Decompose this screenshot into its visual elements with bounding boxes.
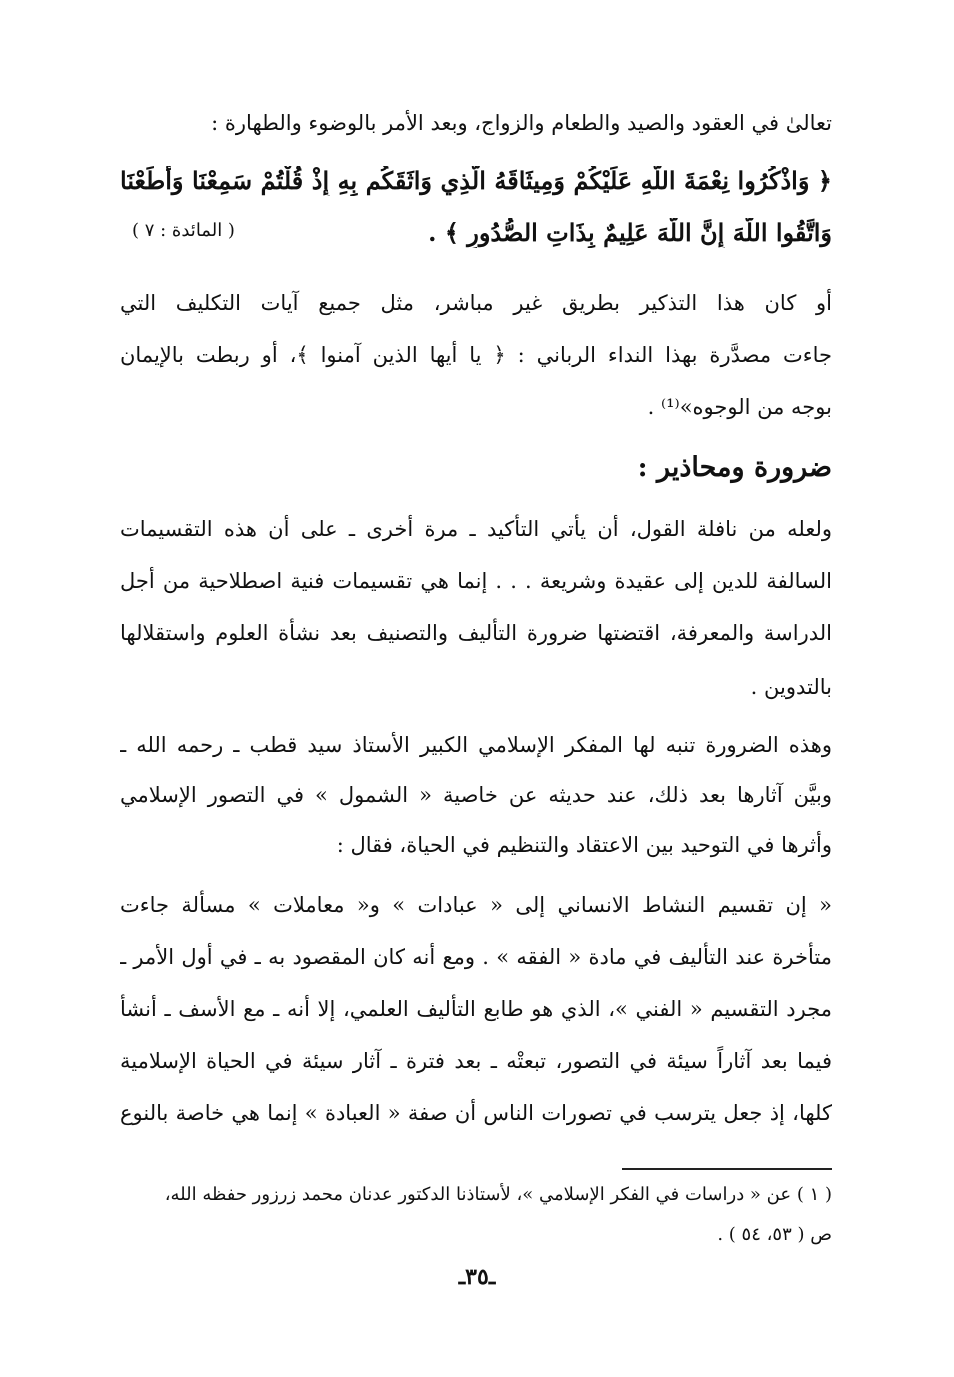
paragraph4-line-2: متأخرة عند التأليف في مادة « الفقه » . ومع أنه كان المقصود به ـ في أول الأمر ـ (120, 945, 832, 969)
verse-line-2: وَاتَّقُوا اللَّهَ إِنَّ اللَّهَ عَلِيمٌ بِذَاتِ الصُّدُورِ ﴾ . (428, 218, 832, 247)
footnote-line-2: ص ( ٥٣، ٥٤ ) . (717, 1224, 832, 1245)
paragraph4-line-5: كلها، إذ جعل يترسب في تصورات الناس أن صفة « العبادة » إنما هي خاصة بالنوع (120, 1101, 832, 1125)
paragraph2-line-2: السالفة للدين إلى عقيدة وشريعة . . . إنما هي تقسيمات فنية اصطلاحية من أجل (120, 569, 832, 593)
page-number: ـ٣٥ـ (458, 1264, 496, 1290)
intro-line: تعالىٰ في العقود والصيد والطعام والزواج، وبعد الأمر بالوضوء والطهارة : (211, 111, 832, 135)
paragraph4-line-4: فيما بعد آثاراً سيئة في التصور، تبعتْه ـ بعد فترة ـ آثار سيئة في الحياة الإسلامية (120, 1049, 832, 1073)
paragraph2-line-3: الدراسة والمعرفة، اقتضتها ضرورة التأليف والتصنيف بعد نشأة العلوم واستقلالها (120, 621, 832, 645)
paragraph3-line-2: وبيَّن آثارها بعد ذلك، عند حديثه عن خاصية « الشمول » في التصور الإسلامي (120, 783, 832, 807)
section-heading: ضرورة ومحاذير : (637, 452, 832, 483)
paragraph4-line-3: مجرد التقسيم « الفني »، الذي هو طابع التأليف العلمي، إلا أنه ـ مع الأسف ـ أنشأ (120, 997, 832, 1021)
paragraph2-line-4: بالتدوين . (750, 675, 832, 699)
paragraph4-line-1: « إن تقسيم النشاط الانساني إلى « عبادات » و« معاملات » مسألة جاءت (120, 893, 832, 917)
paragraph3-line-1: وهذه الضرورة تنبه لها المفكر الإسلامي الكبير الأستاذ سيد قطب ـ رحمه الله ـ (120, 733, 832, 757)
verse-reference: ( المائدة : ٧ ) (132, 220, 235, 241)
paragraph3-line-3: وأثرها في التوحيد بين الاعتقاد والتنظيم في الحياة، فقال : (336, 833, 832, 857)
paragraph1-line-2: جاءت مصدَّرة بهذا النداء الرباني : ﴿ يا أيها الذين آمنوا ﴾، أو ربطت بالإيمان (120, 343, 832, 367)
paragraph1-line-1: أو كان هذا التذكير بطريق غير مباشر، مثل جميع آيات التكليف التي (120, 291, 832, 315)
paragraph2-line-1: ولعله من نافلة القول، أن يأتي التأكيد ـ مرة أخرى ـ على أن هذه التقسيمات (120, 517, 832, 541)
verse-line-1: ﴿ وَاذْكُرُوا نِعْمَةَ اللَّهِ عَلَيْكُمْ وَمِيثَاقَهُ الَّذِي وَاثَقَكُم بِهِ إِذْ قُلْتُمْ سَمِعْنَا وَأَطَعْنَا (120, 166, 832, 195)
footnote-separator (622, 1168, 832, 1170)
paragraph1-line-3: بوجه من الوجوه»⁽¹⁾ . (647, 395, 832, 419)
footnote-line-1: ( ١ ) عن « دراسات في الفكر الإسلامي »، لأستاذنا الدكتور عدنان محمد زرزور حفظه الله، (164, 1184, 832, 1205)
